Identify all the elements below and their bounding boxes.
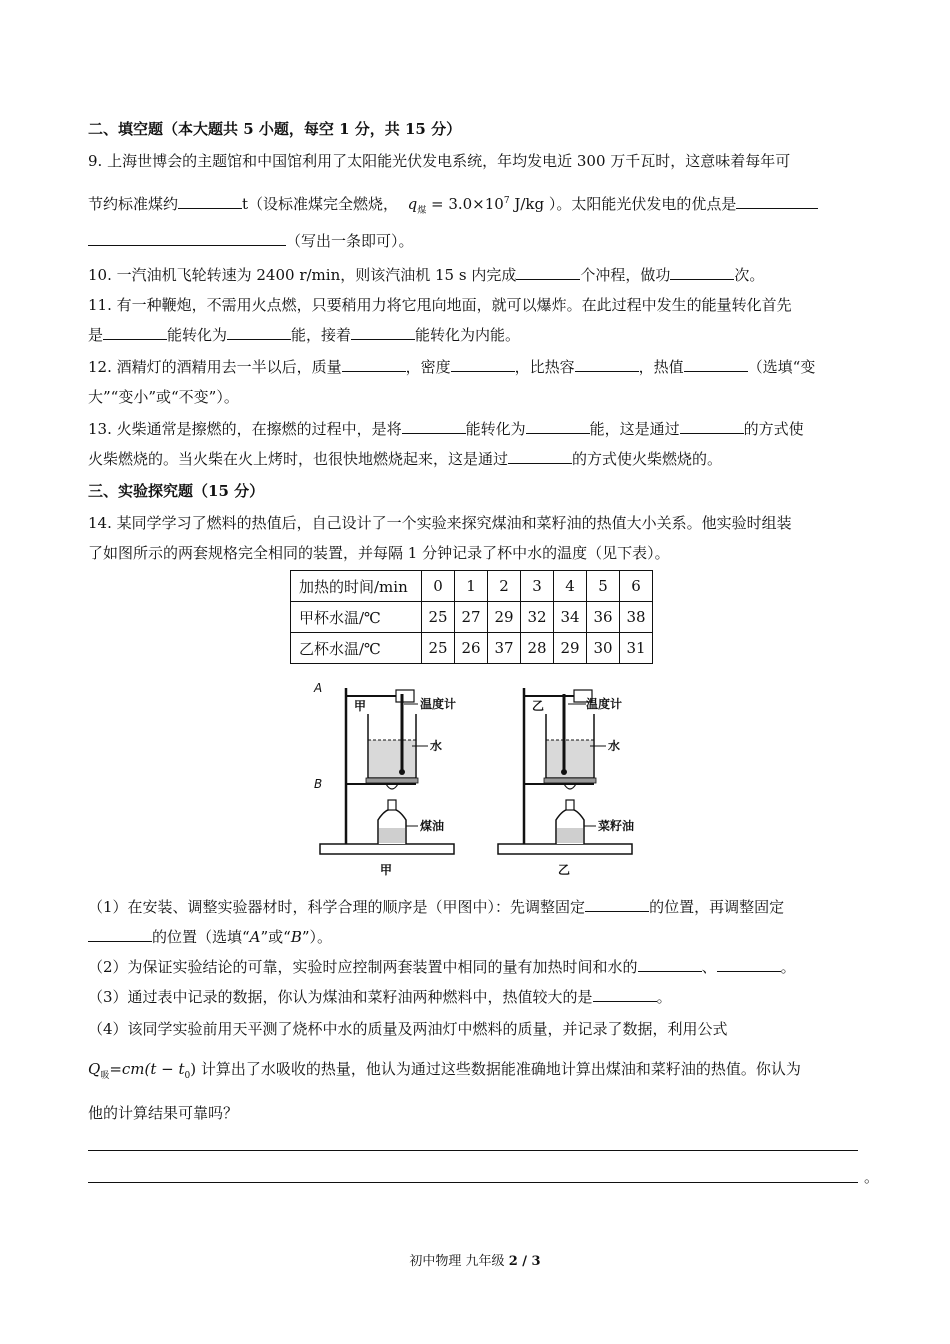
label-yi: 乙	[532, 699, 545, 713]
table-cell: 29	[488, 602, 521, 633]
table-row	[291, 602, 653, 633]
table-cell: 37	[488, 633, 521, 664]
page-footer	[0, 1250, 950, 1269]
table-cell: 加热的时间/min	[291, 571, 422, 602]
label-jia: 甲	[354, 699, 367, 713]
p4-line1: （4）该同学实验前用天平测了烧杯中水的质量及两油灯中燃料的质量，并记录了数据，利用公式	[88, 1020, 728, 1038]
p1-text-e: ”）。	[301, 928, 333, 946]
q12-line2: 大”“变小”或“不变”）。	[88, 388, 239, 406]
section3-title: 三、实验探究题（15 分）	[88, 482, 265, 500]
p4-formula-q-sub: 吸	[100, 1071, 110, 1081]
footer-text: 初中物理 九年级	[409, 1254, 509, 1269]
p2-line	[88, 956, 796, 978]
p4-line3: 他的计算结果可靠吗？	[88, 1104, 239, 1122]
table-cell: 3	[521, 571, 554, 602]
q9-text-end: （写出一条即可）。	[286, 232, 414, 250]
label-thermometer-2: 温度计	[586, 697, 623, 711]
q11-text-d: 能转化为内能。	[415, 326, 521, 344]
q9-blank-2-cont[interactable]	[88, 230, 286, 246]
apparatus-figure	[312, 680, 682, 880]
temperature-table	[290, 570, 653, 664]
q12-blank-1[interactable]	[342, 356, 406, 372]
q9-q-unit: J/kg ）。太阳能光伏发电的优点是	[509, 195, 737, 213]
q9-q-value: = 3.0×10	[426, 195, 504, 213]
label-water-2: 水	[608, 739, 621, 753]
table-cell: 36	[587, 602, 620, 633]
apparatus-yi	[498, 688, 634, 877]
answer-line-2[interactable]	[88, 1182, 858, 1183]
p3-end: 。	[656, 988, 672, 1006]
p2-blank-1[interactable]	[638, 956, 702, 972]
p1-option-a: A	[249, 928, 261, 946]
p4-line2	[88, 1058, 801, 1087]
table-header-row	[291, 571, 653, 602]
q13-text-c: 能，这是通过	[589, 420, 680, 438]
q13-text-d: 的方式使	[743, 420, 804, 438]
q12-blank-2[interactable]	[451, 356, 515, 372]
q14-line2: 了如图所示的两套规格完全相同的装置，并每隔 1 分钟记录了杯中水的温度（见下表）。	[88, 544, 670, 562]
p1-line2	[88, 926, 332, 948]
table-cell: 1	[455, 571, 488, 602]
q14-line1: 14. 某同学学习了燃料的热值后，自己设计了一个实验来探究煤油和菜籽油的热值大小关系。他实验时组装	[88, 514, 792, 532]
p2-end: 。	[780, 958, 796, 976]
q9-text-b: t（设标准煤完全燃烧，	[242, 195, 399, 213]
table-cell: 38	[620, 602, 653, 633]
table-cell: 28	[521, 633, 554, 664]
q9-q-sub: 煤	[417, 206, 427, 216]
p1-text-c: 的位置（选填“	[152, 928, 250, 946]
p4-text-rest: 计算出了水吸收的热量，他认为通过这些数据能准确地计算出煤油和菜籽油的热值。你认为	[196, 1060, 801, 1078]
q13-text-b: 能转化为	[465, 420, 526, 438]
q11-text-a: 是	[88, 326, 104, 344]
p1-text-a: （1）在安装、调整实验器材时，科学合理的顺序是（甲图中）：先调整固定	[88, 898, 586, 916]
q11-text-b: 能转化为	[167, 326, 228, 344]
q13-text-a: 13. 火柴通常是擦燃的，在擦燃的过程中，是将	[88, 420, 402, 438]
p4-formula-mid: =cm(t − t	[109, 1060, 185, 1078]
q11-blank-2[interactable]	[227, 324, 291, 340]
q11-blank-1[interactable]	[103, 324, 167, 340]
caption-jia: 甲	[380, 863, 393, 877]
q10-line	[88, 264, 764, 286]
table-cell: 32	[521, 602, 554, 633]
q9-line2	[88, 190, 818, 222]
q13-blank-2[interactable]	[526, 418, 590, 434]
q10-blank-1[interactable]	[516, 264, 580, 280]
q12-blank-4[interactable]	[684, 356, 748, 372]
q9-blank-1[interactable]	[178, 193, 242, 209]
label-water-1: 水	[430, 739, 443, 753]
table-cell: 2	[488, 571, 521, 602]
q12-text-c: ，比热容	[514, 358, 575, 376]
q12-text-a: 12. 酒精灯的酒精用去一半以后，质量	[88, 358, 342, 376]
table-cell: 26	[455, 633, 488, 664]
p1-blank-1[interactable]	[585, 896, 649, 912]
q9-blank-2[interactable]	[736, 193, 818, 209]
table-cell: 29	[554, 633, 587, 664]
q9-line3	[88, 230, 414, 252]
q12-blank-3[interactable]	[575, 356, 639, 372]
label-thermometer-1: 温度计	[420, 697, 457, 711]
q9-q-exp: 7	[503, 196, 510, 206]
q9-text-a: 节约标准煤约	[88, 195, 179, 213]
table-cell: 34	[554, 602, 587, 633]
p3-text-a: （3）通过表中记录的数据，你认为煤油和菜籽油两种燃料中，热值较大的是	[88, 988, 593, 1006]
q13-line2	[88, 448, 722, 470]
answer-end-mark: 。	[864, 1168, 880, 1186]
q12-text-d: ，热值	[638, 358, 684, 376]
q12-line1	[88, 356, 815, 378]
table-cell: 4	[554, 571, 587, 602]
p3-line	[88, 986, 672, 1008]
p1-line1	[88, 896, 784, 918]
label-rapeseed: 菜籽油	[598, 819, 635, 833]
q12-text-e: （选填“变	[747, 358, 816, 376]
p2-sep: 、	[701, 958, 717, 976]
table-cell: 25	[422, 633, 455, 664]
table-row	[291, 633, 653, 664]
apparatus-jia	[313, 681, 456, 877]
q13-line1	[88, 418, 804, 440]
label-kerosene: 煤油	[420, 819, 445, 833]
q10-text-c: 次。	[734, 266, 765, 284]
table-cell: 27	[455, 602, 488, 633]
q11-line2	[88, 324, 520, 346]
p2-text-a: （2）为保证实验结论的可靠，实验时应控制两套装置中相同的量有加热时间和水的	[88, 958, 638, 976]
p3-blank-1[interactable]	[593, 986, 657, 1002]
table-cell: 31	[620, 633, 653, 664]
q10-text-a: 10. 一汽油机飞轮转速为 2400 r/min，则该汽油机 15 s 内完成	[88, 266, 517, 284]
q13-text-e: 火柴燃烧的。当火柴在火上烤时，也很快地燃烧起来，这是通过	[88, 450, 509, 468]
answer-line-1[interactable]	[88, 1150, 858, 1151]
section2-title: 二、填空题（本大题共 5 小题，每空 1 分，共 15 分）	[88, 120, 462, 138]
table-cell: 乙杯水温/℃	[291, 633, 422, 664]
q11-text-c: 能，接着	[291, 326, 352, 344]
q10-text-b: 个冲程，做功	[580, 266, 671, 284]
table-cell: 30	[587, 633, 620, 664]
caption-yi: 乙	[558, 863, 571, 877]
table-cell: 0	[422, 571, 455, 602]
p1-text-b: 的位置，再调整固定	[649, 898, 785, 916]
table-cell: 25	[422, 602, 455, 633]
p4-formula-t-sub: 0	[184, 1071, 191, 1081]
q13-blank-4[interactable]	[508, 448, 572, 464]
table-cell: 5	[587, 571, 620, 602]
p4-formula-q: Q	[88, 1060, 101, 1078]
p1-option-b: B	[290, 928, 302, 946]
p4-formula-end: )	[190, 1060, 197, 1078]
q12-text-b: ，密度	[405, 358, 451, 376]
p1-text-d: ”或“	[260, 928, 291, 946]
q13-text-f: 的方式使火柴燃烧的。	[572, 450, 723, 468]
q9-line1: 9. 上海世博会的主题馆和中国馆利用了太阳能光伏发电系统，年均发电近 300 万千瓦时，这意味着每年可	[88, 152, 791, 170]
q13-blank-3[interactable]	[680, 418, 744, 434]
p1-blank-2[interactable]	[88, 926, 152, 942]
p2-blank-2[interactable]	[717, 956, 781, 972]
label-a: A	[314, 681, 323, 695]
table-cell: 甲杯水温/℃	[291, 602, 422, 633]
q10-blank-2[interactable]	[670, 264, 734, 280]
q11-blank-3[interactable]	[351, 324, 415, 340]
label-b: B	[314, 777, 323, 791]
q13-blank-1[interactable]	[402, 418, 466, 434]
q9-q-symbol: q	[407, 195, 418, 213]
footer-page-number: 2 / 3	[508, 1254, 541, 1269]
q11-line1: 11. 有一种鞭炮，不需用火点燃，只要稍用力将它甩向地面，就可以爆炸。在此过程中发生的能量转化首先	[88, 296, 792, 314]
table-cell: 6	[620, 571, 653, 602]
